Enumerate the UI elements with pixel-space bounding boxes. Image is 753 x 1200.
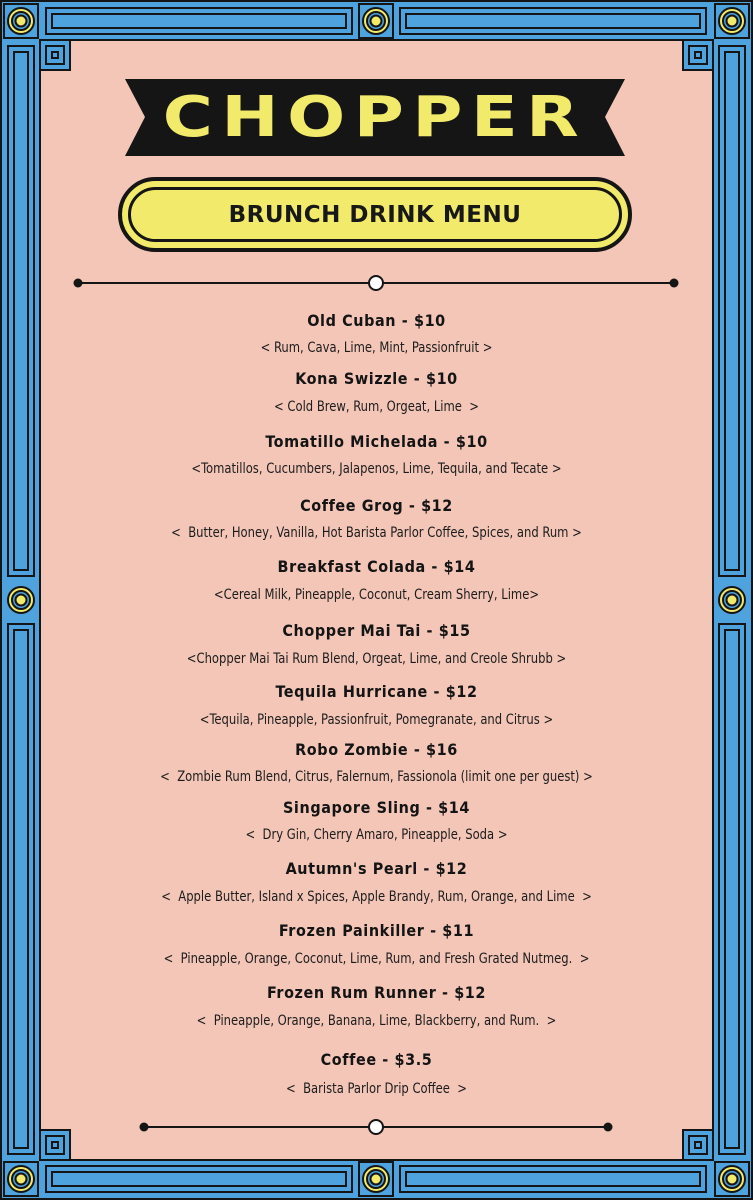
bottom-divider bbox=[136, 1116, 616, 1138]
menu-title: BRUNCH DRINK MENU bbox=[228, 201, 522, 228]
drink-ingredients: < Apple Butter, Island x Spices, Apple Brandy, Rum, Orange, and Lime > bbox=[161, 889, 592, 905]
drink-ingredients: < Dry Gin, Cherry Amaro, Pineapple, Soda > bbox=[245, 827, 508, 843]
brand-name: CHOPPER bbox=[162, 84, 588, 150]
menu-title-badge bbox=[118, 177, 632, 252]
drink-ingredients: <Tequila, Pineapple, Passionfruit, Pomegranate, and Citrus > bbox=[199, 712, 554, 728]
drink-ingredients: <Cereal Milk, Pineapple, Coconut, Cream Sherry, Lime> bbox=[213, 587, 540, 603]
drink-name: Kona Swizzle - $10 bbox=[295, 369, 458, 388]
drink-name: Tomatillo Michelada - $10 bbox=[265, 432, 488, 451]
drink-ingredients: < Cold Brew, Rum, Orgeat, Lime > bbox=[273, 399, 479, 415]
drink-ingredients: < Zombie Rum Blend, Citrus, Falernum, Fassionola (limit one per guest) > bbox=[160, 769, 593, 785]
drink-name: Singapore Sling - $14 bbox=[282, 798, 471, 817]
drink-ingredients: <Chopper Mai Tai Rum Blend, Orgeat, Lime, and Creole Shrubb > bbox=[186, 651, 567, 667]
frame-medallion-icon bbox=[715, 1162, 749, 1196]
drink-ingredients: < Pineapple, Orange, Banana, Lime, Blackberry, and Rum. > bbox=[196, 1013, 557, 1029]
drink-name: Robo Zombie - $16 bbox=[295, 740, 458, 759]
frame-medallion-icon bbox=[359, 1162, 393, 1196]
drink-ingredients: < Barista Parlor Drip Coffee > bbox=[286, 1081, 467, 1097]
drink-name: Old Cuban - $10 bbox=[307, 311, 446, 330]
drink-ingredients: <Tomatillos, Cucumbers, Jalapenos, Lime, Tequila, and Tecate > bbox=[191, 461, 562, 477]
drink-name: Breakfast Colada - $14 bbox=[277, 557, 476, 576]
frame-medallion-icon bbox=[359, 4, 393, 38]
frame-medallion-icon bbox=[4, 1162, 38, 1196]
drink-name: Chopper Mai Tai - $15 bbox=[282, 621, 471, 640]
menu-title-badge-inner bbox=[128, 187, 622, 242]
drink-name: Autumn's Pearl - $12 bbox=[285, 859, 468, 878]
drink-name: Frozen Rum Runner - $12 bbox=[266, 983, 487, 1002]
drink-ingredients: < Butter, Honey, Vanilla, Hot Barista Parlor Coffee, Spices, and Rum > bbox=[171, 525, 582, 541]
brand-logo bbox=[125, 79, 625, 156]
frame-medallion-icon bbox=[715, 4, 749, 38]
drink-name: Coffee Grog - $12 bbox=[300, 496, 453, 515]
drink-name: Tequila Hurricane - $12 bbox=[275, 682, 478, 701]
drink-name: Frozen Painkiller - $11 bbox=[278, 921, 475, 940]
top-divider bbox=[70, 272, 682, 294]
drink-name: Coffee - $3.5 bbox=[320, 1050, 433, 1069]
frame-medallion-icon bbox=[719, 587, 745, 613]
drink-ingredients: < Pineapple, Orange, Coconut, Lime, Rum, and Fresh Grated Nutmeg. > bbox=[163, 951, 590, 967]
frame-medallion-icon bbox=[4, 4, 38, 38]
drink-ingredients: < Rum, Cava, Lime, Mint, Passionfruit > bbox=[260, 340, 493, 356]
